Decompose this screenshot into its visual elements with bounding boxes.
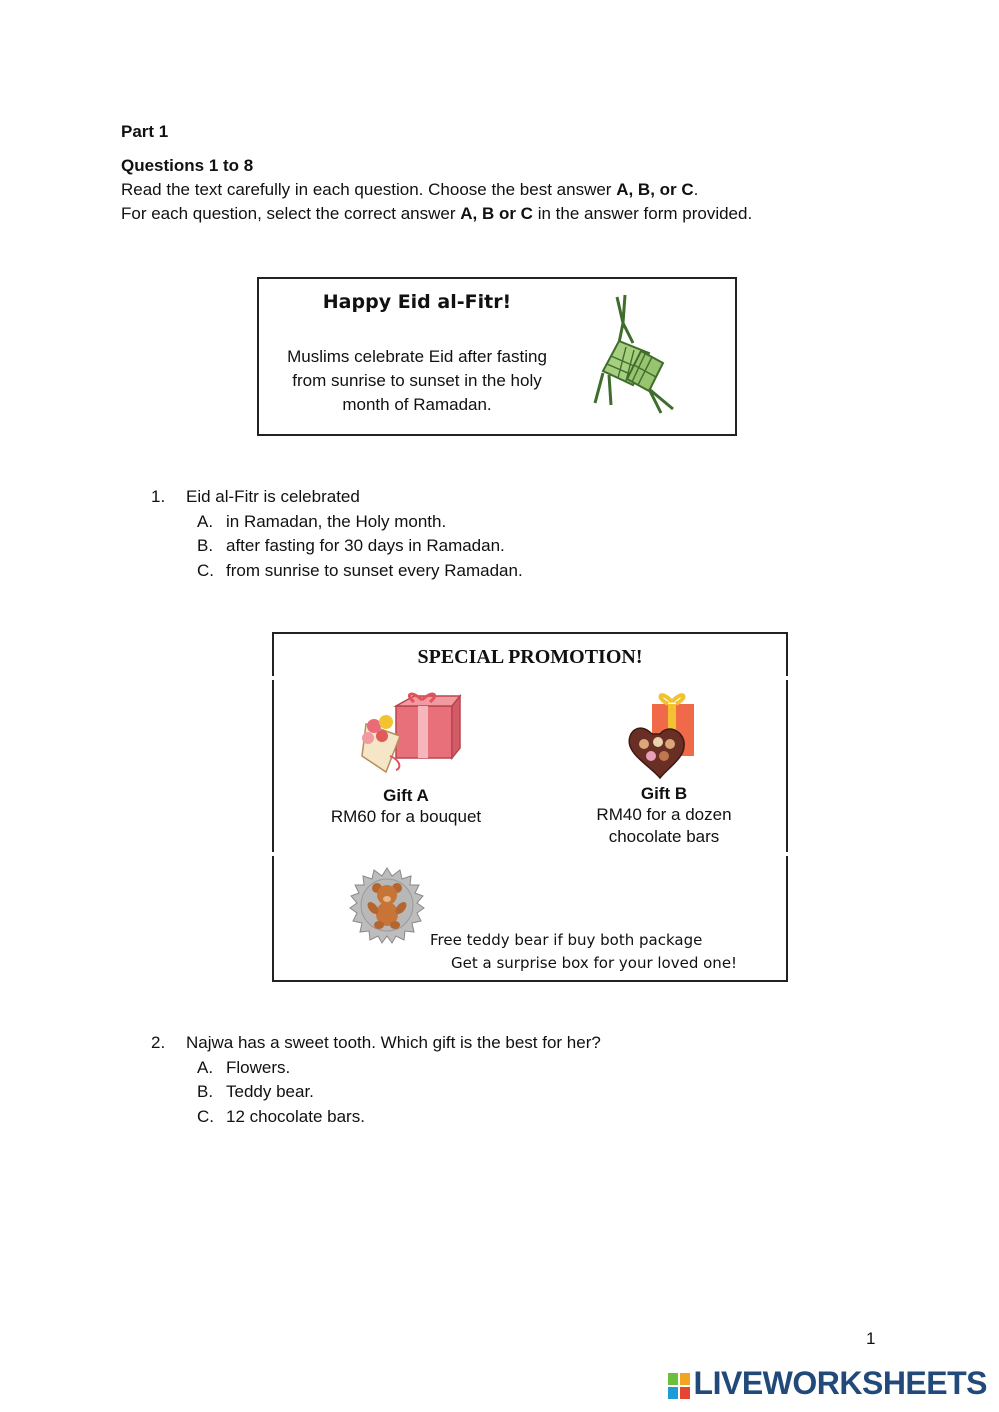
page-number: 1: [866, 1329, 876, 1348]
instruction-line-1: Read the text carefully in each question. Choose the best answer A, B, or C.: [121, 180, 699, 199]
gift-a-desc: RM60 for a bouquet: [330, 807, 482, 826]
q2-option-a-text: Flowers.: [226, 1058, 291, 1077]
chocolate-box-icon: [624, 690, 702, 780]
eid-box-title: Happy Eid al-Fitr!: [322, 291, 512, 313]
gift-b-desc-line-2: chocolate bars: [608, 827, 720, 846]
liveworksheets-logo-icon: [668, 1373, 690, 1399]
surprise-box-line: Get a surprise box for your loved one!: [451, 954, 738, 972]
q2-option-a[interactable]: A.: [197, 1058, 214, 1077]
gift-a-name: Gift A: [383, 786, 429, 805]
eid-box-line-2: from sunrise to sunset in the holy: [292, 371, 542, 390]
promotion-box: [272, 632, 788, 982]
gift-b-desc-line-1: RM40 for a dozen: [596, 805, 732, 824]
free-teddy-line: Free teddy bear if buy both package: [430, 931, 703, 949]
q1-option-b[interactable]: B.: [197, 536, 214, 555]
q1-option-c[interactable]: C.: [197, 561, 214, 580]
instruction-line-2: For each question, select the correct answer A, B or C in the answer form provided.: [121, 204, 753, 223]
part-title: Part 1: [121, 122, 169, 141]
q1-stem: Eid al-Fitr is celebrated: [186, 487, 360, 506]
ketupat-icon: [589, 293, 684, 415]
q1-option-a[interactable]: A.: [197, 512, 214, 531]
eid-box-line-3: month of Ramadan.: [342, 395, 492, 414]
questions-range: Questions 1 to 8: [121, 156, 254, 175]
teddy-bear-badge-icon: [348, 866, 426, 944]
gift-b-name: Gift B: [640, 784, 688, 803]
eid-info-box: [257, 277, 737, 436]
liveworksheets-logo-text: LIVEWORKSHEETS: [693, 1365, 987, 1401]
q1-option-a-text: in Ramadan, the Holy month.: [226, 512, 447, 531]
promotion-title: SPECIAL PROMOTION!: [417, 646, 643, 668]
q1-option-b-text: after fasting for 30 days in Ramadan.: [226, 536, 505, 555]
q1-option-c-text: from sunrise to sunset every Ramadan.: [226, 561, 523, 580]
liveworksheets-logo[interactable]: [668, 1365, 987, 1402]
q2-option-b[interactable]: B.: [197, 1082, 214, 1101]
q2-stem: Najwa has a sweet tooth. Which gift is the best for her?: [186, 1033, 601, 1052]
q2-option-b-text: Teddy bear.: [226, 1082, 314, 1101]
bouquet-gift-icon: [356, 690, 464, 776]
q2-option-c[interactable]: C.: [197, 1107, 214, 1126]
q2-option-c-text: 12 chocolate bars.: [226, 1107, 365, 1126]
eid-box-line-1: Muslims celebrate Eid after fasting: [287, 347, 547, 366]
q1-number: 1.: [151, 487, 166, 506]
q2-number: 2.: [151, 1033, 166, 1052]
